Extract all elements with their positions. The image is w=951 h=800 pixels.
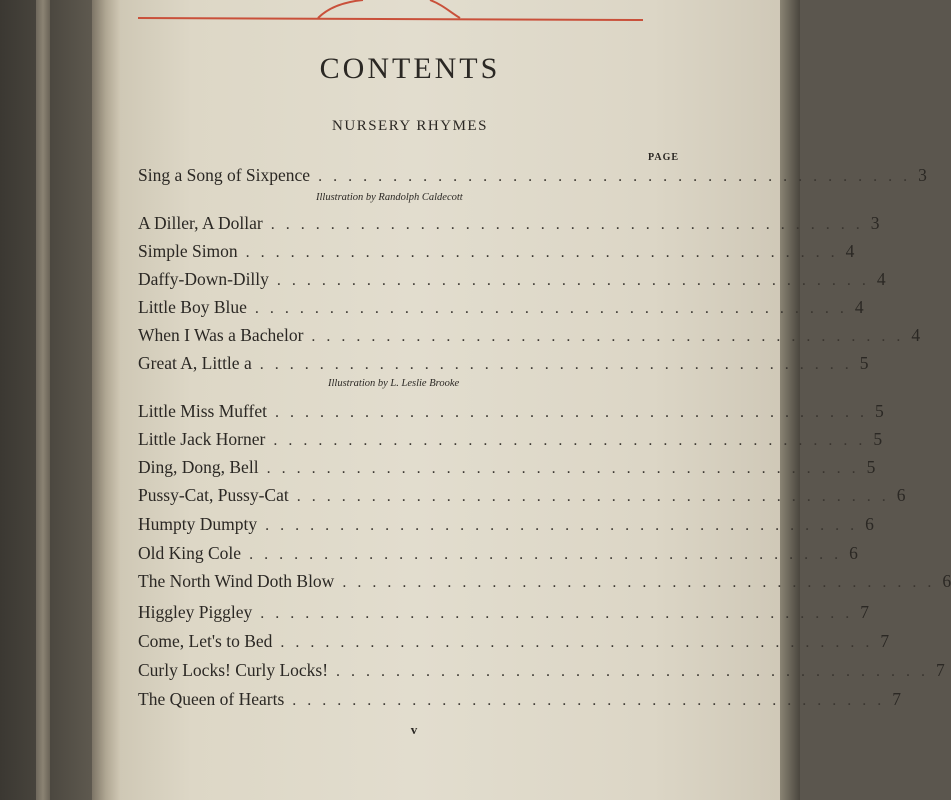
- toc-entry: [138, 543, 858, 569]
- toc-entry-page: 4: [854, 297, 864, 317]
- toc-entry-title: Simple Simon: [138, 241, 238, 261]
- header-figure-outline: [318, 0, 460, 18]
- dot-leader: ........................................: [292, 692, 893, 709]
- toc-entry: [138, 401, 884, 427]
- toc-entry-page: 7: [936, 660, 945, 680]
- dot-leader: ........................................: [280, 634, 881, 651]
- toc-entry: [138, 269, 886, 295]
- toc-entry-title: Ding, Dong, Bell: [138, 457, 259, 477]
- dot-leader: ........................................: [276, 272, 877, 289]
- toc-entry: [138, 660, 945, 686]
- toc-entry-page: 7: [860, 602, 869, 622]
- dot-leader: ........................................: [296, 488, 897, 505]
- toc-entry-title: Little Boy Blue: [138, 297, 247, 317]
- toc-entry: [138, 689, 902, 715]
- toc-entry-page: 3: [870, 213, 880, 233]
- toc-entry: [138, 325, 921, 351]
- toc-entry: [138, 631, 890, 657]
- toc-entry-page: 4: [876, 269, 886, 289]
- page-column-label: PAGE: [648, 152, 680, 163]
- toc-entry: [138, 485, 906, 511]
- toc-entry-title: The Queen of Hearts: [138, 689, 285, 709]
- toc-entry: [138, 213, 880, 239]
- dot-leader: ........................................: [259, 356, 860, 373]
- page-title: CONTENTS: [319, 52, 501, 85]
- dot-leader: ........................................: [265, 517, 866, 534]
- toc-entry-title: Sing a Song of Sixpence: [138, 165, 311, 185]
- toc-entry-title: Old King Cole: [138, 543, 242, 563]
- toc-entry-page: 6: [849, 543, 858, 563]
- toc-entry-page: 4: [911, 325, 921, 345]
- header-decoration: [138, 0, 658, 30]
- dot-leader: ........................................: [260, 605, 861, 622]
- dot-leader: ........................................: [245, 244, 846, 261]
- toc-entry-title: Little Jack Horner: [138, 429, 266, 449]
- toc-entry: [138, 571, 951, 597]
- toc-entry: [138, 514, 874, 540]
- toc-entry-page: 6: [865, 514, 874, 534]
- dot-leader: ........................................: [318, 168, 919, 185]
- toc-entry-title: Curly Locks! Curly Locks!: [138, 660, 329, 680]
- toc-entry-title: The North Wind Doth Blow: [138, 571, 335, 591]
- toc-entry-title: Pussy-Cat, Pussy-Cat: [138, 485, 289, 505]
- toc-entry-title: Higgley Piggley: [138, 602, 253, 622]
- toc-entry-page: 5: [873, 429, 883, 449]
- dot-leader: ........................................: [342, 574, 943, 591]
- dot-leader: ........................................: [273, 432, 874, 449]
- toc-entry-title: Daffy-Down-Dilly: [138, 269, 269, 289]
- toc-entry-page: 7: [892, 689, 902, 709]
- header-rule: [138, 18, 643, 20]
- toc-entry: [138, 297, 864, 323]
- dot-leader: ........................................: [249, 546, 850, 563]
- dot-leader: ........................................: [311, 328, 912, 345]
- toc-entry-title: Great A, Little a: [138, 353, 252, 373]
- toc-entry-page: 7: [880, 631, 890, 651]
- toc-entry-title: A Diller, A Dollar: [138, 213, 263, 233]
- toc-entry-page: 4: [845, 241, 855, 261]
- toc-entry: [138, 353, 869, 379]
- toc-entry-page: 6: [896, 485, 906, 505]
- dot-leader: ........................................: [270, 216, 871, 233]
- dot-leader: ........................................: [254, 300, 855, 317]
- toc-entry: [138, 429, 883, 455]
- toc-entry: [138, 241, 855, 267]
- dot-leader: ........................................: [266, 460, 867, 477]
- page-number-folio: v: [410, 722, 418, 737]
- toc-entry: [138, 602, 869, 628]
- toc-entry-title: Little Miss Muffet: [138, 401, 267, 421]
- toc-entry-title: Humpty Dumpty: [138, 514, 258, 534]
- toc-entry-page: 5: [859, 353, 869, 373]
- dot-leader: ........................................: [336, 663, 937, 680]
- toc-entry-page: 6: [942, 571, 951, 591]
- toc-entry-page: 5: [866, 457, 876, 477]
- toc-entry: [138, 457, 876, 483]
- illustration-credit: Illustration by Randolph Caldecott: [316, 192, 463, 203]
- toc-entry-title: Come, Let's to Bed: [138, 631, 273, 651]
- toc-entry-page: 5: [874, 401, 884, 421]
- section-heading: NURSERY RHYMES: [332, 118, 488, 134]
- toc-entry-title: When I Was a Bachelor: [138, 325, 304, 345]
- dot-leader: ........................................: [274, 404, 875, 421]
- toc-entry-page: 3: [918, 165, 927, 185]
- illustration-credit: Illustration by L. Leslie Brooke: [328, 378, 460, 389]
- toc-entry: [138, 165, 927, 191]
